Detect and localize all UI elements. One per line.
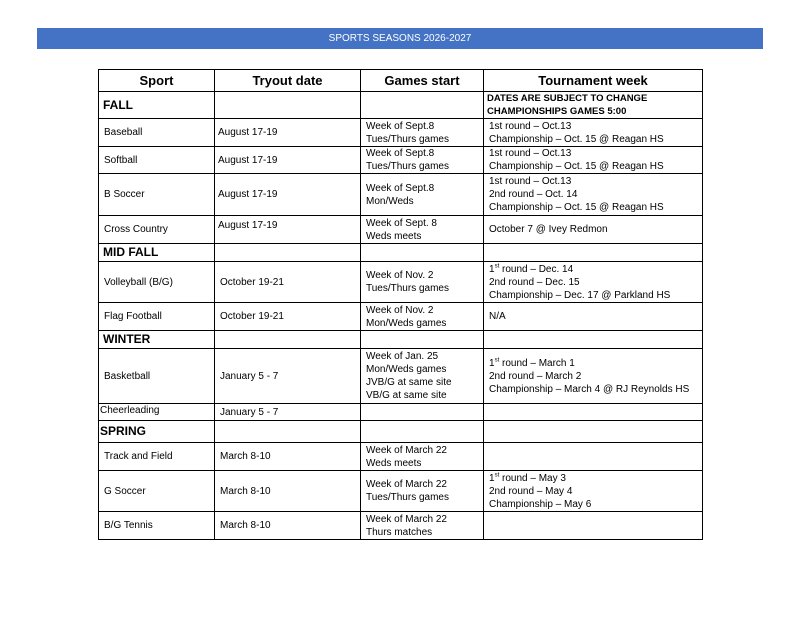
header-tryout-date: Tryout date xyxy=(215,70,361,92)
tournament-cell xyxy=(484,512,703,540)
notice-line: CHAMPIONSHIPS GAMES 5:00 xyxy=(487,106,627,117)
header-sport: Sport xyxy=(99,70,215,92)
table-row xyxy=(99,471,703,512)
tryout-cell: March 8-10 xyxy=(215,443,361,471)
season-name: WINTER xyxy=(99,331,215,349)
tournament-cell xyxy=(484,216,703,244)
tournament-line: 1st round – Oct.13 xyxy=(489,120,572,132)
empty-cell xyxy=(361,331,484,349)
season-row-mid-fall xyxy=(99,244,703,262)
games-line: Week of Sept. 8 xyxy=(366,217,437,229)
sport-cell: G Soccer xyxy=(99,471,215,512)
tournament-line: 1st round – May 3 xyxy=(489,472,566,484)
sport-cell: Cheerleading xyxy=(99,404,215,421)
games-cell xyxy=(361,471,484,512)
table-row xyxy=(99,303,703,331)
page-banner xyxy=(37,28,763,49)
table-row xyxy=(99,174,703,216)
empty-cell xyxy=(215,244,361,262)
table-row xyxy=(99,216,703,244)
games-cell xyxy=(361,262,484,303)
tournament-line: 2nd round – Oct. 14 xyxy=(489,189,578,200)
tournament-line: 1st round – March 1 xyxy=(489,357,575,369)
games-line: Week of Jan. 25 xyxy=(366,351,439,362)
games-cell xyxy=(361,443,484,471)
tryout-cell: March 8-10 xyxy=(215,512,361,540)
empty-cell xyxy=(361,244,484,262)
games-line: Week of Sept.8 xyxy=(366,120,435,132)
tournament-line: Championship – March 4 @ RJ Reynolds HS xyxy=(489,383,690,395)
sport-cell: B/G Tennis xyxy=(99,512,215,540)
tryout-cell: August 17-19 xyxy=(215,119,361,147)
tournament-line: N/A xyxy=(489,311,506,322)
table-header-row xyxy=(99,70,703,92)
tournament-cell xyxy=(484,174,703,216)
games-line: Week of March 22 xyxy=(366,479,447,490)
tournament-line: Championship – Oct. 15 @ Reagan HS xyxy=(489,133,664,145)
games-line: Week of Sept.8 xyxy=(366,182,435,194)
games-line: Mon/Weds games xyxy=(366,317,447,329)
games-line: Mon/Weds games xyxy=(366,364,447,375)
games-cell xyxy=(361,147,484,174)
games-line: Week of Sept.8 xyxy=(366,148,435,159)
empty-cell xyxy=(484,331,703,349)
games-line: Tues/Thurs games xyxy=(366,492,449,503)
tournament-cell xyxy=(484,404,703,421)
season-name: SPRING xyxy=(99,421,215,443)
games-cell xyxy=(361,174,484,216)
games-line: Mon/Weds xyxy=(366,195,414,207)
games-line: Week of Nov. 2 xyxy=(366,304,434,316)
games-cell xyxy=(361,404,484,421)
tryout-cell: October 19-21 xyxy=(215,303,361,331)
tournament-line: Championship – Oct. 15 @ Reagan HS xyxy=(489,202,664,213)
tournament-line: 1st round – Oct.13 xyxy=(489,148,572,159)
games-line: VB/G at same site xyxy=(366,390,447,401)
tournament-cell xyxy=(484,147,703,174)
season-row-fall xyxy=(99,92,703,119)
games-cell xyxy=(361,216,484,244)
banner-title: SPORTS SEASONS 2026-2027 xyxy=(328,33,472,44)
tournament-line: 2nd round – Dec. 15 xyxy=(489,276,580,288)
games-line: Week of March 22 xyxy=(366,444,447,456)
games-cell xyxy=(361,349,484,404)
games-cell xyxy=(361,119,484,147)
header-tournament-week: Tournament week xyxy=(484,70,703,92)
tryout-cell: October 19-21 xyxy=(215,262,361,303)
tryout-cell: January 5 - 7 xyxy=(215,349,361,404)
tryout-cell: January 5 - 7 xyxy=(215,404,361,421)
tryout-cell: August 17-19 xyxy=(215,216,361,244)
tournament-line: 2nd round – March 2 xyxy=(489,370,582,382)
games-line: Thurs matches xyxy=(366,526,433,538)
sport-cell: Volleyball (B/G) xyxy=(99,262,215,303)
sport-cell: B Soccer xyxy=(99,174,215,216)
tournament-cell xyxy=(484,471,703,512)
table-row xyxy=(99,404,703,421)
season-name: FALL xyxy=(99,92,215,119)
sport-cell: Cross Country xyxy=(99,216,215,244)
tournament-line: 1st round – Oct.13 xyxy=(489,176,572,187)
games-line: Week of Nov. 2 xyxy=(366,270,434,281)
tournament-cell xyxy=(484,262,703,303)
empty-cell xyxy=(361,421,484,443)
empty-cell xyxy=(484,421,703,443)
tournament-cell xyxy=(484,443,703,471)
games-line: Weds meets xyxy=(366,457,422,469)
sport-cell: Softball xyxy=(99,147,215,174)
fall-notice xyxy=(484,92,703,119)
empty-cell xyxy=(361,92,484,119)
games-line: Tues/Thurs games xyxy=(366,283,449,294)
season-row-winter xyxy=(99,331,703,349)
season-name: MID FALL xyxy=(99,244,215,262)
tournament-line: October 7 @ Ivey Redmon xyxy=(489,224,608,235)
sport-cell: Track and Field xyxy=(99,443,215,471)
tournament-line: Championship – Dec. 17 @ Parkland HS xyxy=(489,289,671,301)
tryout-cell: March 8-10 xyxy=(215,471,361,512)
tournament-line: 2nd round – May 4 xyxy=(489,485,573,497)
games-cell xyxy=(361,512,484,540)
header-games-start: Games start xyxy=(361,70,484,92)
table-row xyxy=(99,443,703,471)
tournament-line: Championship – Oct. 15 @ Reagan HS xyxy=(489,161,664,172)
sport-cell: Basketball xyxy=(99,349,215,404)
games-line: Weds meets xyxy=(366,230,422,242)
tournament-line: 1st round – Dec. 14 xyxy=(489,263,574,275)
table-row xyxy=(99,119,703,147)
table-row xyxy=(99,262,703,303)
sport-cell: Baseball xyxy=(99,119,215,147)
tournament-cell xyxy=(484,303,703,331)
tryout-cell: August 17-19 xyxy=(215,147,361,174)
empty-cell xyxy=(215,92,361,119)
sport-cell: Flag Football xyxy=(99,303,215,331)
empty-cell xyxy=(484,244,703,262)
games-line: Tues/Thurs games xyxy=(366,133,449,145)
season-row-spring xyxy=(99,421,703,443)
empty-cell xyxy=(215,421,361,443)
tournament-line: Championship – May 6 xyxy=(489,498,592,510)
tournament-cell xyxy=(484,119,703,147)
games-line: Tues/Thurs games xyxy=(366,161,449,172)
games-cell xyxy=(361,303,484,331)
table-row xyxy=(99,147,703,174)
table-row xyxy=(99,512,703,540)
empty-cell xyxy=(215,331,361,349)
notice-line: DATES ARE SUBJECT TO CHANGE xyxy=(487,93,648,104)
tryout-cell: August 17-19 xyxy=(215,174,361,216)
games-line: Week of March 22 xyxy=(366,513,447,525)
tournament-cell xyxy=(484,349,703,404)
games-line: JVB/G at same site xyxy=(366,377,452,388)
sports-seasons-table xyxy=(98,69,703,540)
table-row xyxy=(99,349,703,404)
